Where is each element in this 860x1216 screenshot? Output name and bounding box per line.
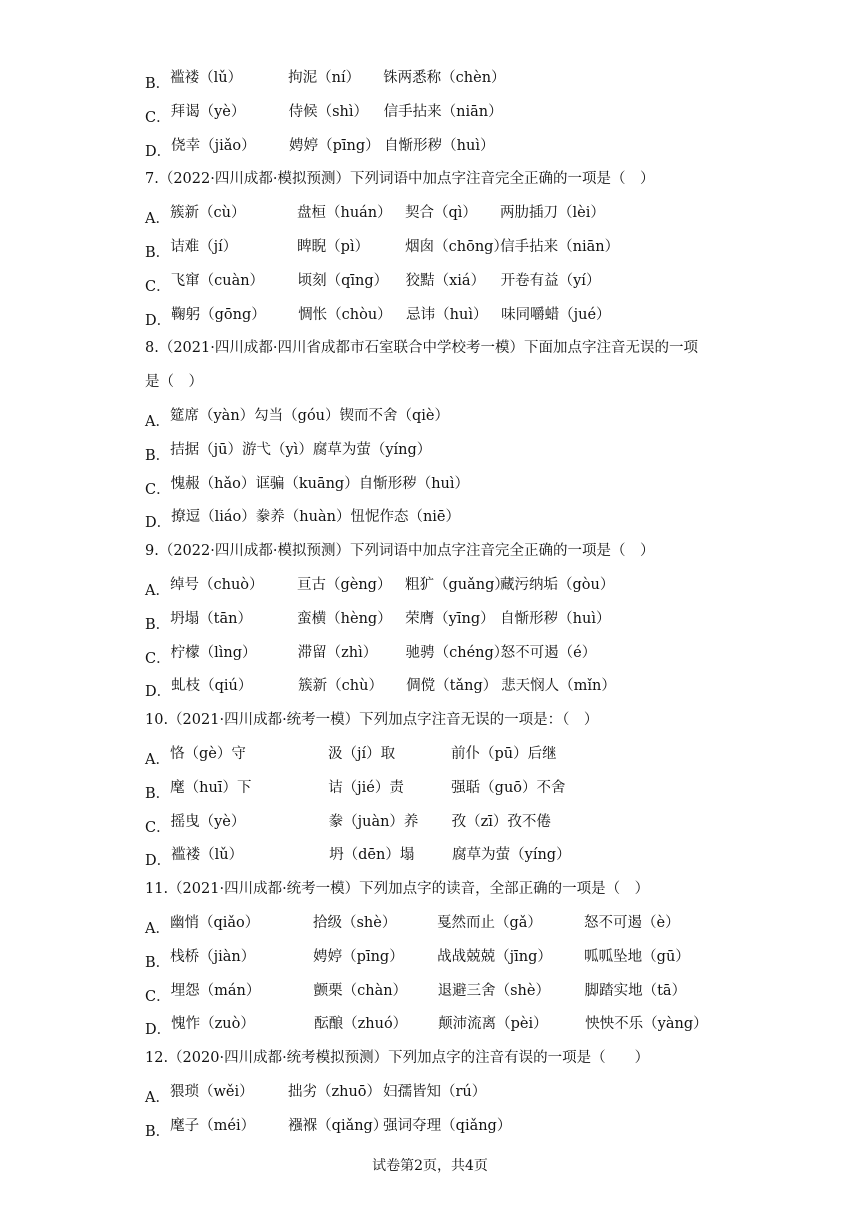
option-label: D． xyxy=(145,1022,172,1039)
option-item: 惆怅（chòu） xyxy=(298,306,392,323)
option-item: 筵席（yàn）勾当（góu）锲而不舍（qiè） xyxy=(169,408,450,424)
answer-option xyxy=(145,406,820,430)
option-item: 酝酿（zhuó） xyxy=(314,1016,408,1033)
option-item: 铢两悉称（chèn） xyxy=(383,70,506,86)
option-item: 怒不可遏（é） xyxy=(500,644,597,661)
answer-option xyxy=(145,440,820,464)
option-item: 信手拈来（niān） xyxy=(500,239,620,255)
option-item: 孜（zī）孜不倦 xyxy=(451,813,551,830)
option-label: C． xyxy=(145,988,171,1005)
answer-option xyxy=(145,507,820,532)
question-stem: 10.（2021·四川成都·统考一模）下列加点字注音无误的一项是：（ ） xyxy=(145,712,599,729)
option-item: 契合（qì） xyxy=(404,205,477,222)
option-label: A． xyxy=(145,583,170,599)
question-stem: 8.（2021·四川成都·四川省成都市石室联合中学校考一模）下面加点字注音无误的一项 xyxy=(145,340,698,357)
page-footer: 试卷第2页，共4页 xyxy=(372,1158,488,1174)
option-item: 柠檬（lìng） xyxy=(170,644,257,661)
option-label: B． xyxy=(145,447,171,464)
question-stem: 是（ ） xyxy=(145,374,203,391)
option-item: 拾级（shè） xyxy=(312,915,397,931)
option-item: 汲（jí）取 xyxy=(327,746,396,762)
answer-option xyxy=(145,68,820,92)
option-item: 荣膺（yīng） xyxy=(405,610,495,627)
option-item: 摇曳（yè） xyxy=(170,813,246,830)
option-item: 撩逗（liáo）豢养（huàn）忸怩作态（niē） xyxy=(171,509,461,526)
answer-option xyxy=(145,981,820,1005)
option-item: 亘古（gèng） xyxy=(296,577,392,593)
option-label: D． xyxy=(145,312,172,329)
option-item: 娉婷（pīng） xyxy=(313,948,404,965)
answer-option xyxy=(145,1082,820,1106)
option-label: B． xyxy=(145,616,171,633)
option-label: D． xyxy=(145,684,172,701)
option-label: B． xyxy=(145,76,171,92)
answer-option xyxy=(145,947,820,971)
option-item: 味同嚼蜡（jué） xyxy=(501,306,611,323)
option-item: 开卷有益（yí） xyxy=(500,272,601,289)
answer-option xyxy=(145,203,820,228)
option-item: 坍（dēn）塌 xyxy=(329,847,415,864)
answer-option xyxy=(145,575,820,599)
question-stem: 9.（2022·四川成都·模拟预测）下列词语中加点字注音完全正确的一项是（ ） xyxy=(145,543,655,560)
option-item: 侥幸（jiǎo） xyxy=(171,137,256,154)
option-item: 褴褛（lǔ） xyxy=(171,847,244,864)
option-item: 盘桓（huán） xyxy=(296,205,392,222)
answer-option xyxy=(145,778,820,802)
option-item: 麾（huī）下 xyxy=(170,779,252,796)
option-item: 呱呱坠地（gū） xyxy=(584,948,690,965)
option-item: 强词夺理（qiǎng） xyxy=(383,1117,512,1134)
option-item: 坍塌（tān） xyxy=(170,610,252,627)
option-item: 豢（juàn）养 xyxy=(328,813,419,830)
option-item: 滞留（zhì） xyxy=(297,644,378,661)
option-item: 倜傥（tǎng） xyxy=(406,678,498,695)
option-item: 忌讳（huì） xyxy=(406,306,488,323)
answer-option xyxy=(145,609,820,633)
answer-option xyxy=(145,1116,820,1140)
option-item: 顷刻（qīng） xyxy=(297,272,389,289)
option-item: 腐草为萤（yíng） xyxy=(452,847,571,864)
option-label: C． xyxy=(145,278,171,295)
option-item: 娉婷（pīng） xyxy=(289,137,380,154)
option-item: 颤栗（chàn） xyxy=(313,982,408,999)
answer-option xyxy=(145,913,820,937)
answer-option xyxy=(145,845,820,870)
answer-option xyxy=(145,812,820,836)
answer-option xyxy=(145,237,820,261)
question-stem: 7.（2022·四川成都·模拟预测）下列词语中加点字注音完全正确的一项是（ ） xyxy=(145,171,655,188)
option-label: A． xyxy=(145,921,170,937)
question-stem: 12.（2020·四川成都·统考模拟预测）下列加点字的注音有误的一项是（ ） xyxy=(145,1050,650,1067)
option-item: 怏怏不乐（yàng） xyxy=(585,1016,708,1033)
answer-option xyxy=(145,1014,820,1039)
option-item: 怒不可遏（è） xyxy=(583,915,680,931)
question-stem: 11.（2021·四川成都·统考一模）下列加点字的读音，全部正确的一项是（ ） xyxy=(145,881,650,898)
option-label: B． xyxy=(145,1123,171,1140)
option-item: 虬枝（qiú） xyxy=(171,678,253,695)
option-item: 狡黠（xiá） xyxy=(405,272,486,289)
option-label: C． xyxy=(145,481,171,498)
option-item: 悲天悯人（mǐn） xyxy=(501,678,616,695)
option-item: 强聒（guō）不舍 xyxy=(451,779,566,796)
answer-option xyxy=(145,474,820,498)
option-item: 簇新（chù） xyxy=(298,678,383,695)
option-item: 鞠躬（gōng） xyxy=(171,306,266,323)
option-item: 诘难（jí） xyxy=(170,239,238,255)
option-item: 埋怨（mán） xyxy=(170,982,261,999)
option-item: 褴褛（lǔ） xyxy=(170,70,243,86)
option-item: 侍候（shì） xyxy=(288,103,369,120)
option-item: 拜谒（yè） xyxy=(170,103,246,120)
option-item: 粗犷（guǎng） xyxy=(404,577,509,593)
option-item: 睥睨（pì） xyxy=(297,239,370,255)
option-item: 藏污纳垢（gòu） xyxy=(499,577,615,593)
option-item: 颠沛流离（pèi） xyxy=(438,1016,548,1033)
option-label: C． xyxy=(145,819,171,836)
answer-option xyxy=(145,271,820,295)
option-label: B． xyxy=(145,785,171,802)
option-label: C． xyxy=(145,109,171,126)
option-label: D． xyxy=(145,143,172,160)
option-item: 愧赧（hǎo）诓骗（kuāng）自惭形秽（huì） xyxy=(170,475,470,492)
option-item: 麾子（méi） xyxy=(170,1117,256,1134)
answer-option xyxy=(145,102,820,126)
option-item: 拘泥（ní） xyxy=(288,70,361,86)
option-item: 栈桥（jiàn） xyxy=(170,948,256,965)
option-item: 恪（gè）守 xyxy=(169,746,246,762)
option-item: 退避三舍（shè） xyxy=(437,982,550,999)
option-item: 猥琐（wěi） xyxy=(169,1084,254,1100)
option-label: A． xyxy=(145,414,170,430)
option-label: D． xyxy=(145,853,172,870)
option-label: A． xyxy=(145,211,170,228)
answer-option xyxy=(145,305,820,329)
option-label: A． xyxy=(145,752,170,768)
answer-option xyxy=(145,744,820,768)
option-item: 蛮横（hèng） xyxy=(297,610,392,627)
option-item: 飞窜（cuàn） xyxy=(170,272,265,289)
option-item: 脚踏实地（tā） xyxy=(584,982,687,999)
option-item: 自惭形秽（huì） xyxy=(384,137,495,154)
option-item: 幽悄（qiǎo） xyxy=(169,915,260,931)
option-item: 襁褓（qiǎng） xyxy=(288,1117,388,1134)
option-item: 簇新（cù） xyxy=(169,205,246,222)
option-item: 拮据（jū）游弋（yì）腐草为萤（yíng） xyxy=(170,441,432,458)
option-item: 战战兢兢（jīng） xyxy=(437,948,552,965)
option-item: 驰骋（chéng） xyxy=(405,644,509,661)
answer-option xyxy=(145,676,820,701)
option-label: B． xyxy=(145,954,171,971)
option-item: 前仆（pū）后继 xyxy=(450,746,557,762)
option-item: 绰号（chuò） xyxy=(169,577,264,593)
answer-option xyxy=(145,136,820,160)
answer-option xyxy=(145,643,820,667)
option-item: 妇孺皆知（rú） xyxy=(382,1084,487,1100)
option-label: A． xyxy=(145,1090,170,1106)
option-item: 戛然而止（gǎ） xyxy=(436,915,542,931)
option-item: 自惭形秽（huì） xyxy=(500,610,611,627)
option-label: B． xyxy=(145,245,171,261)
option-item: 诘（jié）责 xyxy=(328,779,404,796)
option-label: D． xyxy=(145,515,172,532)
option-item: 拙劣（zhuō） xyxy=(287,1084,382,1100)
option-label: C． xyxy=(145,650,171,667)
option-item: 两肋插刀（lèi） xyxy=(499,205,605,222)
option-item: 烟囱（chōng） xyxy=(405,239,508,255)
option-item: 愧怍（zuò） xyxy=(171,1016,255,1033)
option-item: 信手拈来（niān） xyxy=(383,103,503,120)
